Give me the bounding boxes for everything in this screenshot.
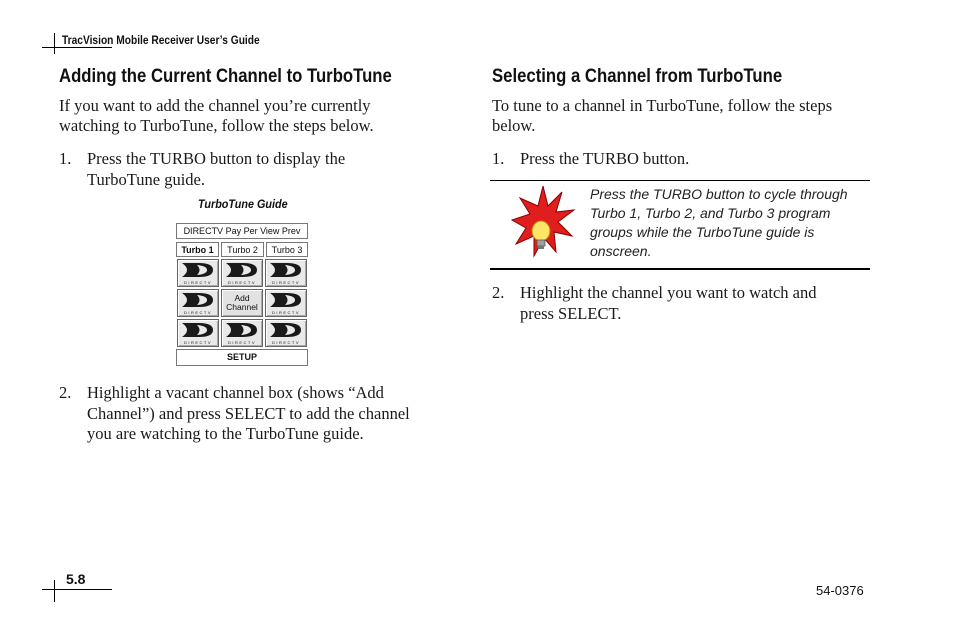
guide-setup-bar: SETUP — [176, 349, 308, 366]
crop-mark-bottom-vertical — [54, 580, 55, 602]
tile-brand-label: DIRECTV — [183, 310, 213, 315]
tab-turbo-1: Turbo 1 — [176, 242, 219, 257]
left-intro-line-1: If you want to add the channel you’re currently — [59, 96, 371, 115]
right-heading: Selecting a Channel from TurboTune — [492, 66, 783, 87]
left-intro-line-2: watching to TurboTune, follow the steps below. — [59, 116, 374, 135]
tip-line-2: Turbo 1, Turbo 2, and Turbo 3 program — [590, 205, 831, 221]
tip-text — [590, 185, 865, 261]
running-header: TracVision Mobile Receiver User’s Guide — [62, 33, 260, 47]
tile-brand-label: DIRECTV — [227, 280, 257, 285]
crop-mark-bottom-horizontal — [42, 589, 112, 590]
tip-line-4: onscreen. — [590, 243, 652, 259]
step-number: 1. — [492, 149, 505, 168]
add-label-line-2: Channel — [226, 302, 258, 312]
tile-brand-label: DIRECTV — [271, 280, 301, 285]
directv-logo-icon — [267, 291, 305, 309]
channel-tile — [177, 289, 219, 317]
tip-rule-bottom — [490, 268, 870, 270]
channel-tile — [265, 289, 307, 317]
directv-logo-icon — [267, 321, 305, 339]
channel-tile — [221, 259, 263, 287]
tile-brand-label: DIRECTV — [271, 310, 301, 315]
right-intro-line-1: To tune to a channel in TurboTune, follow the steps — [492, 96, 833, 115]
channel-tile — [265, 319, 307, 347]
add-channel-tile — [221, 289, 263, 317]
step-text-line-1: Highlight a vacant channel box (shows “Add — [87, 383, 384, 402]
right-intro-line-2: below. — [492, 116, 536, 135]
step-text-line-1: Press the TURBO button. — [520, 149, 690, 168]
tip-rule-top — [490, 180, 870, 181]
left-step-1 — [59, 149, 419, 191]
step-text-line-2: TurboTune guide. — [87, 169, 205, 189]
directv-logo-icon — [223, 261, 261, 279]
directv-logo-icon — [179, 321, 217, 339]
tab-turbo-3: Turbo 3 — [266, 242, 308, 257]
directv-logo-icon — [267, 261, 305, 279]
step-number: 1. — [59, 149, 72, 168]
page-number: 5.8 — [66, 571, 86, 587]
guide-top-bar: DIRECTV Pay Per View Prev — [176, 223, 308, 239]
tile-brand-label: DIRECTV — [183, 280, 213, 285]
left-step-2 — [59, 383, 439, 445]
directv-logo-icon — [179, 261, 217, 279]
step-text-line-1: Press the TURBO button to display the — [87, 149, 346, 168]
step-text-line-3: you are watching to the TurboTune guide. — [87, 424, 364, 443]
right-step-1 — [492, 149, 852, 171]
figure-caption: TurboTune Guide — [198, 197, 288, 211]
directv-logo-icon — [223, 321, 261, 339]
tile-brand-label: DIRECTV — [271, 340, 301, 345]
lightbulb-burst-icon — [510, 184, 576, 260]
document-number: 54-0376 — [816, 583, 864, 598]
left-heading: Adding the Current Channel to TurboTune — [59, 66, 392, 87]
tab-turbo-2: Turbo 2 — [221, 242, 264, 257]
tip-line-3: groups while the TurboTune guide is — [590, 224, 815, 240]
crop-mark-top-vertical — [54, 33, 55, 54]
tile-brand-label: DIRECTV — [227, 340, 257, 345]
crop-mark-top-horizontal — [42, 47, 112, 48]
channel-tile — [177, 319, 219, 347]
step-text-line-2: press SELECT. — [520, 303, 622, 323]
tile-brand-label: DIRECTV — [183, 340, 213, 345]
add-label-line-1: Add — [234, 293, 250, 303]
channel-tile — [221, 319, 263, 347]
channel-tile — [177, 259, 219, 287]
step-text-line-1: Highlight the channel you want to watch and — [520, 283, 817, 302]
step-number: 2. — [492, 283, 505, 302]
step-text-line-2: Channel”) and press SELECT to add the channel — [87, 403, 410, 423]
add-channel-label — [222, 294, 262, 312]
directv-logo-icon — [179, 291, 217, 309]
step-number: 2. — [59, 383, 72, 402]
tip-line-1: Press the TURBO button to cycle through — [590, 186, 848, 202]
right-step-2 — [492, 283, 872, 325]
channel-tile — [265, 259, 307, 287]
